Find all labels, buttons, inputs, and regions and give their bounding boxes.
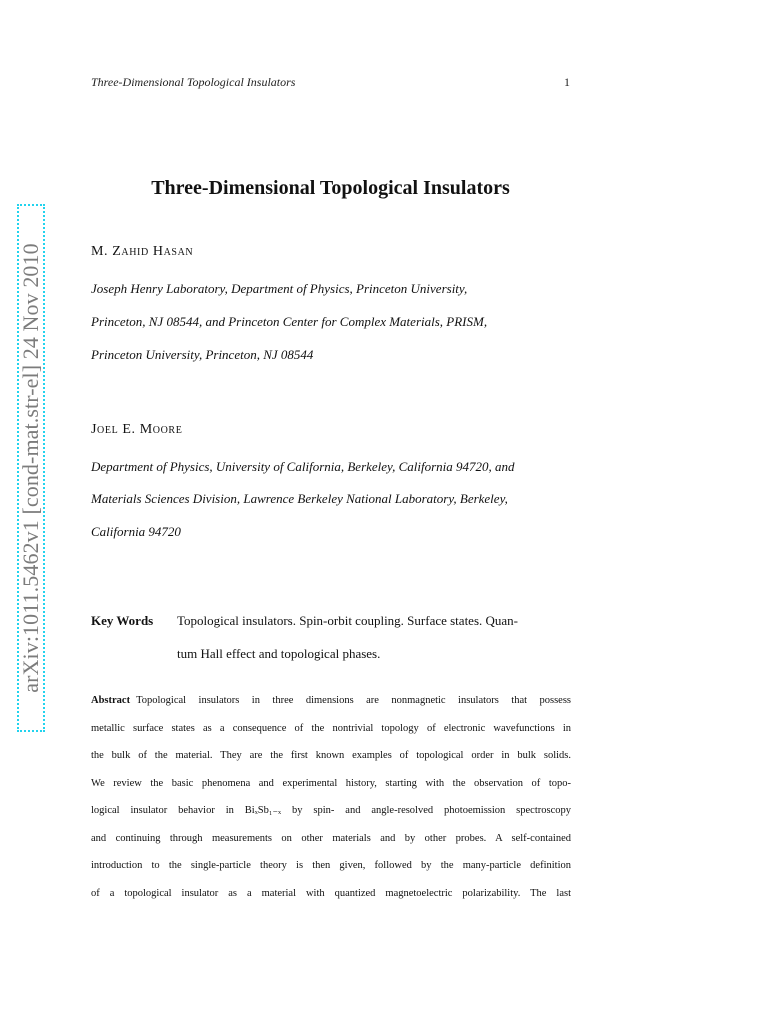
- author-1-affiliation-line-3: Princeton University, Princeton, NJ 08544: [91, 347, 314, 362]
- author-2-affiliation-line-3: California 94720: [91, 524, 181, 539]
- paper-title: Three-Dimensional Topological Insulators: [151, 177, 510, 199]
- abstract-text-line-2: metallic surface states as a consequence of the nontrivial topology of electronic wavefunctions in: [91, 722, 571, 734]
- abstract-label: Abstract: [91, 695, 131, 706]
- abstract-text-line-3: the bulk of the material. They are the first known examples of topological order in bulk solids.: [91, 750, 571, 761]
- abstract-text-line-6: and continuing through measurements on other materials and by other probes. A self-contained: [91, 832, 571, 844]
- page-number: 1: [564, 75, 570, 89]
- keywords-block: [91, 611, 571, 677]
- author-2-affiliation-line-1: Department of Physics, University of California, Berkeley, California 94720, and: [91, 459, 515, 474]
- keywords-text-line-1: Topological insulators. Spin-orbit coupling. Surface states. Quan-: [177, 613, 518, 628]
- arxiv-identifier-box: [17, 204, 45, 732]
- running-header-title: Three-Dimensional Topological Insulators: [91, 75, 296, 89]
- keywords-line: [91, 611, 571, 644]
- keywords-label: Key Words: [91, 613, 154, 628]
- author-1-affiliation-line-2: Princeton, NJ 08544, and Princeton Center for Complex Materials, PRISM,: [91, 314, 488, 329]
- abstract-text-line-4: We review the basic phenomena and experimental history, starting with the observation of topo-: [91, 777, 571, 789]
- abstract-text-line-8: of a topological insulator as a material with quantized magnetoelectric polarizability. The last: [91, 887, 571, 899]
- abstract-text-line-5: logical insulator behavior in BiₓSb₁₋ₓ by spin- and angle-resolved photoemission spectroscopy: [91, 805, 571, 816]
- author-2-affiliation-line-2: Materials Sciences Division, Lawrence Berkeley National Laboratory, Berkeley,: [91, 491, 508, 506]
- author-1-affiliation-line-1: Joseph Henry Laboratory, Department of Physics, Princeton University,: [91, 281, 468, 296]
- abstract-text-line-7: introduction to the single-particle theory is then given, followed by the many-particle definition: [91, 860, 571, 871]
- abstract-line: [91, 692, 571, 720]
- arxiv-identifier: arXiv:1011.5462v1 [cond-mat.str-el] 24 Nov 2010: [18, 243, 43, 693]
- abstract-block: [91, 692, 571, 912]
- abstract-text-line-1: Topological insulators in three dimensions are nonmagnetic insulators that possess: [136, 695, 571, 706]
- author-name-2: Joel E. Moore: [91, 422, 183, 437]
- keywords-text-line-2: tum Hall effect and topological phases.: [177, 646, 381, 661]
- author-name-1: M. Zahid Hasan: [91, 244, 194, 259]
